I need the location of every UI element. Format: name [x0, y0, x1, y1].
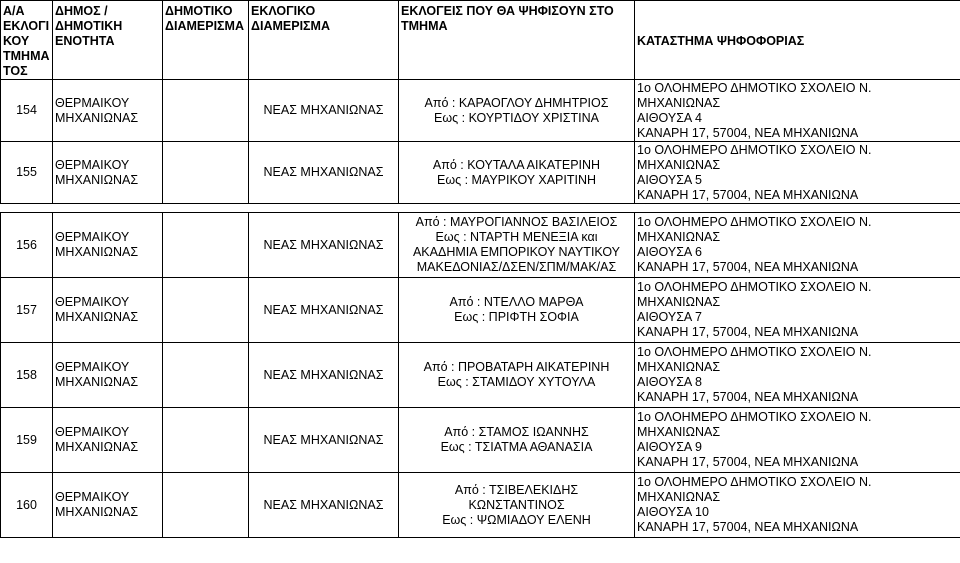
text-line: ΜΑΚΕΔΟΝΙΑΣ/ΔΣΕΝ/ΣΠΜ/ΜΑΚ/ΑΣ	[416, 260, 617, 274]
text-line: ΑΚΑΔΗΜΙΑ ΕΜΠΟΡΙΚΟΥ ΝΑΥΤΙΚΟΥ	[412, 245, 621, 259]
header-voters	[399, 1, 635, 80]
text-line: ΚΩΝΣΤΑΝΤΙΝΟΣ	[468, 497, 565, 512]
text-line: 154	[16, 103, 37, 117]
text-line: ΔΗΜΟΤΙΚΟ	[165, 4, 233, 18]
text-line: ΝΕΑΣ ΜΗΧΑΝΙΩΝΑΣ	[263, 103, 384, 117]
gap-cell	[53, 204, 163, 213]
row-electoral-district	[249, 473, 399, 538]
table-row	[1, 213, 960, 278]
row-municipality	[53, 213, 163, 278]
text-line: 160	[16, 497, 37, 512]
row-municipality	[53, 80, 163, 142]
text-line: 158	[16, 367, 37, 382]
text-line: 1ο ΟΛΟΗΜΕΡΟ ΔΗΜΟΤΙΚΟ ΣΧΟΛΕΙΟ Ν.	[637, 80, 872, 95]
text-line: 1ο ΟΛΟΗΜΕΡΟ ΔΗΜΟΤΙΚΟ ΣΧΟΛΕΙΟ Ν.	[637, 142, 872, 157]
table-row	[1, 408, 960, 473]
text-line: ΑΙΘΟΥΣΑ 9	[637, 440, 702, 454]
row-municipal-district	[163, 473, 249, 538]
text-line: ΝΕΑΣ ΜΗΧΑΝΙΩΝΑΣ	[263, 367, 384, 382]
text-line: ΜΗΧΑΝΙΩΝΑΣ	[55, 110, 139, 125]
row-electoral-district	[249, 343, 399, 408]
row-municipality	[53, 278, 163, 343]
text-line: ΘΕΡΜΑΙΚΟΥ	[55, 230, 130, 244]
text-line: ΚΑΝΑΡΗ 17, 57004, ΝΕΑ ΜΗΧΑΝΙΩΝΑ	[637, 187, 859, 202]
text-line: ΑΙΘΟΥΣΑ 7	[637, 310, 702, 324]
text-line: 1ο ΟΛΟΗΜΕΡΟ ΔΗΜΟΤΙΚΟ ΣΧΟΛΕΙΟ Ν.	[637, 280, 872, 294]
text-line: ΚΑΝΑΡΗ 17, 57004, ΝΕΑ ΜΗΧΑΝΙΩΝΑ	[637, 455, 859, 469]
text-line: Από : ΜΑΥΡΟΓΙΑΝΝΟΣ ΒΑΣΙΛΕΙΟΣ	[415, 215, 618, 229]
text-line: ΚΟΥ	[3, 34, 30, 48]
text-line: ΤΜΗΜΑ	[401, 19, 448, 33]
text-line: 1ο ΟΛΟΗΜΕΡΟ ΔΗΜΟΤΙΚΟ ΣΧΟΛΕΙΟ Ν.	[637, 410, 872, 424]
row-voters	[399, 473, 635, 538]
text-line: ΤΟΣ	[3, 64, 28, 78]
text-line: ΝΕΑΣ ΜΗΧΑΝΙΩΝΑΣ	[263, 237, 384, 252]
row-voters	[399, 213, 635, 278]
text-line: Εως : ΚΟΥΡΤΙΔΟΥ ΧΡΙΣΤΙΝΑ	[434, 110, 599, 125]
text-line: ΕΚΛΟΓΙΚΟ	[251, 4, 316, 18]
text-line: 157	[16, 302, 37, 317]
row-aa	[1, 80, 53, 142]
text-line: ΘΕΡΜΑΙΚΟΥ	[55, 295, 130, 309]
text-line: ΚΑΝΑΡΗ 17, 57004, ΝΕΑ ΜΗΧΑΝΙΩΝΑ	[637, 125, 859, 140]
row-municipal-district	[163, 343, 249, 408]
text-line: ΜΗΧΑΝΙΩΝΑΣ	[637, 360, 721, 374]
row-electoral-district	[249, 80, 399, 142]
text-line: ΑΙΘΟΥΣΑ 5	[637, 172, 702, 187]
row-voters	[399, 343, 635, 408]
text-line: 1ο ΟΛΟΗΜΕΡΟ ΔΗΜΟΤΙΚΟ ΣΧΟΛΕΙΟ Ν.	[637, 345, 872, 359]
row-aa	[1, 213, 53, 278]
gap-cell	[399, 204, 635, 213]
text-line: ΑΙΘΟΥΣΑ 6	[637, 245, 702, 259]
row-station	[635, 473, 960, 538]
row-electoral-district	[249, 408, 399, 473]
text-line: Από : ΠΡΟΒΑΤΑΡΗ ΑΙΚΑΤΕΡΙΝΗ	[423, 360, 610, 374]
row-station	[635, 343, 960, 408]
gap-cell	[249, 204, 399, 213]
row-aa	[1, 343, 53, 408]
text-line: ΔΗΜΟΤΙΚΗ	[55, 19, 123, 33]
row-electoral-district	[249, 142, 399, 204]
row-aa	[1, 473, 53, 538]
text-line: 159	[16, 432, 37, 447]
text-line: 155	[16, 165, 37, 179]
gap-cell	[163, 204, 249, 213]
text-line: Εως : ΝΤΑΡΤΗ ΜΕΝΕΞΙΑ και	[435, 230, 598, 244]
header-municipality	[53, 1, 163, 80]
row-station	[635, 80, 960, 142]
row-municipality	[53, 408, 163, 473]
text-line: ΔΗΜΟΣ /	[55, 4, 108, 18]
row-voters	[399, 408, 635, 473]
text-line: ΑΙΘΟΥΣΑ 4	[637, 110, 702, 125]
row-aa	[1, 278, 53, 343]
row-gap	[1, 204, 960, 213]
text-line: 1ο ΟΛΟΗΜΕΡΟ ΔΗΜΟΤΙΚΟ ΣΧΟΛΕΙΟ Ν.	[637, 215, 872, 229]
header-aa	[1, 1, 53, 80]
text-line: ΘΕΡΜΑΙΚΟΥ	[55, 425, 130, 439]
text-line: ΜΗΧΑΝΙΩΝΑΣ	[55, 310, 139, 324]
text-line: ΘΕΡΜΑΙΚΟΥ	[55, 490, 130, 504]
text-line: Α/Α	[3, 4, 25, 18]
text-line: Εως : ΣΤΑΜΙΔΟΥ ΧΥΤΟΥΛΑ	[437, 375, 596, 389]
row-municipal-district	[163, 213, 249, 278]
text-line: ΜΗΧΑΝΙΩΝΑΣ	[55, 375, 139, 389]
row-voters	[399, 80, 635, 142]
text-line: ΔΙΑΜΕΡΙΣΜΑ	[165, 19, 244, 33]
text-line: ΘΕΡΜΑΙΚΟΥ	[55, 157, 130, 172]
text-line: Από : ΤΣΙΒΕΛΕΚΙΔΗΣ	[454, 482, 579, 497]
text-line: 156	[16, 237, 37, 252]
text-line: ΝΕΑΣ ΜΗΧΑΝΙΩΝΑΣ	[263, 432, 384, 447]
header-electoral-district	[249, 1, 399, 80]
text-line: ΑΙΘΟΥΣΑ 8	[637, 375, 702, 389]
text-line: ΜΗΧΑΝΙΩΝΑΣ	[55, 172, 139, 187]
text-line: Από : ΝΤΕΛΛΟ ΜΑΡΘΑ	[449, 295, 584, 309]
table-row	[1, 343, 960, 408]
row-station	[635, 408, 960, 473]
text-line: ΜΗΧΑΝΙΩΝΑΣ	[637, 95, 721, 110]
row-electoral-district	[249, 278, 399, 343]
text-line: Εως : ΤΣΙΑΤΜΑ ΑΘΑΝΑΣΙΑ	[440, 440, 593, 454]
text-line: Από : ΚΟΥΤΑΛΑ ΑΙΚΑΤΕΡΙΝΗ	[432, 157, 601, 172]
text-line: ΘΕΡΜΑΙΚΟΥ	[55, 95, 130, 110]
row-municipal-district	[163, 408, 249, 473]
row-municipal-district	[163, 278, 249, 343]
text-line: ΜΗΧΑΝΙΩΝΑΣ	[637, 490, 721, 504]
header-municipal-district	[163, 1, 249, 80]
text-line: Από : ΣΤΑΜΟΣ ΙΩΑΝΝΗΣ	[444, 425, 589, 439]
gap-cell	[635, 204, 960, 213]
row-station	[635, 213, 960, 278]
row-municipality	[53, 343, 163, 408]
text-line: ΜΗΧΑΝΙΩΝΑΣ	[55, 245, 139, 259]
text-line: ΜΗΧΑΝΙΩΝΑΣ	[55, 505, 139, 519]
text-line: ΑΙΘΟΥΣΑ 10	[637, 505, 709, 519]
text-line: ΚΑΝΑΡΗ 17, 57004, ΝΕΑ ΜΗΧΑΝΙΩΝΑ	[637, 260, 859, 274]
text-line: ΔΙΑΜΕΡΙΣΜΑ	[251, 19, 330, 33]
text-line: ΚΑΝΑΡΗ 17, 57004, ΝΕΑ ΜΗΧΑΝΙΩΝΑ	[637, 390, 859, 404]
text-line: 1ο ΟΛΟΗΜΕΡΟ ΔΗΜΟΤΙΚΟ ΣΧΟΛΕΙΟ Ν.	[637, 475, 872, 489]
header-row	[1, 1, 960, 80]
text-line: ΝΕΑΣ ΜΗΧΑΝΙΩΝΑΣ	[263, 302, 384, 317]
row-municipality	[53, 473, 163, 538]
text-line: ΚΑΝΑΡΗ 17, 57004, ΝΕΑ ΜΗΧΑΝΙΩΝΑ	[637, 325, 859, 339]
table-row	[1, 278, 960, 343]
text-line: ΜΗΧΑΝΙΩΝΑΣ	[637, 425, 721, 439]
row-voters	[399, 278, 635, 343]
header-station: ΚΑΤΑΣΤΗΜΑ ΨΗΦΟΦΟΡΙΑΣ	[635, 1, 960, 80]
table-row	[1, 142, 960, 204]
row-municipal-district	[163, 80, 249, 142]
text-line: ΜΗΧΑΝΙΩΝΑΣ	[55, 440, 139, 454]
row-station	[635, 142, 960, 204]
text-line: ΜΗΧΑΝΙΩΝΑΣ	[637, 295, 721, 309]
row-municipal-district	[163, 142, 249, 204]
text-line: ΝΕΑΣ ΜΗΧΑΝΙΩΝΑΣ	[263, 497, 384, 512]
text-line: Εως : ΠΡΙΦΤΗ ΣΟΦΙΑ	[454, 310, 579, 324]
text-line: ΕΚΛΟΓΕΙΣ ΠΟΥ ΘΑ ΨΗΦΙΣΟΥΝ ΣΤΟ	[401, 4, 614, 18]
text-line: ΚΑΝΑΡΗ 17, 57004, ΝΕΑ ΜΗΧΑΝΙΩΝΑ	[637, 520, 859, 534]
row-aa	[1, 408, 53, 473]
text-line: Εως : ΨΩΜΙΑΔΟΥ ΕΛΕΝΗ	[442, 512, 591, 527]
text-line: ΕΚΛΟΓΙ	[3, 19, 50, 33]
table-row	[1, 80, 960, 142]
text-line: Από : ΚΑΡΑΟΓΛΟΥ ΔΗΜΗΤΡΙΟΣ	[424, 95, 609, 110]
row-electoral-district	[249, 213, 399, 278]
row-station	[635, 278, 960, 343]
row-aa	[1, 142, 53, 204]
text-line: Εως : ΜΑΥΡΙΚΟΥ ΧΑΡΙΤΙΝΗ	[436, 172, 596, 187]
row-municipality	[53, 142, 163, 204]
text-line: ΝΕΑΣ ΜΗΧΑΝΙΩΝΑΣ	[263, 165, 384, 179]
text-line: ΜΗΧΑΝΙΩΝΑΣ	[637, 157, 721, 172]
text-line: ΘΕΡΜΑΙΚΟΥ	[55, 360, 130, 374]
text-line: ΤΜΗΜΑ	[3, 49, 50, 63]
text-line: ΜΗΧΑΝΙΩΝΑΣ	[637, 230, 721, 244]
gap-cell	[1, 204, 53, 213]
row-voters	[399, 142, 635, 204]
text-line: ΕΝΟΤΗΤΑ	[55, 34, 115, 48]
table-row	[1, 473, 960, 538]
